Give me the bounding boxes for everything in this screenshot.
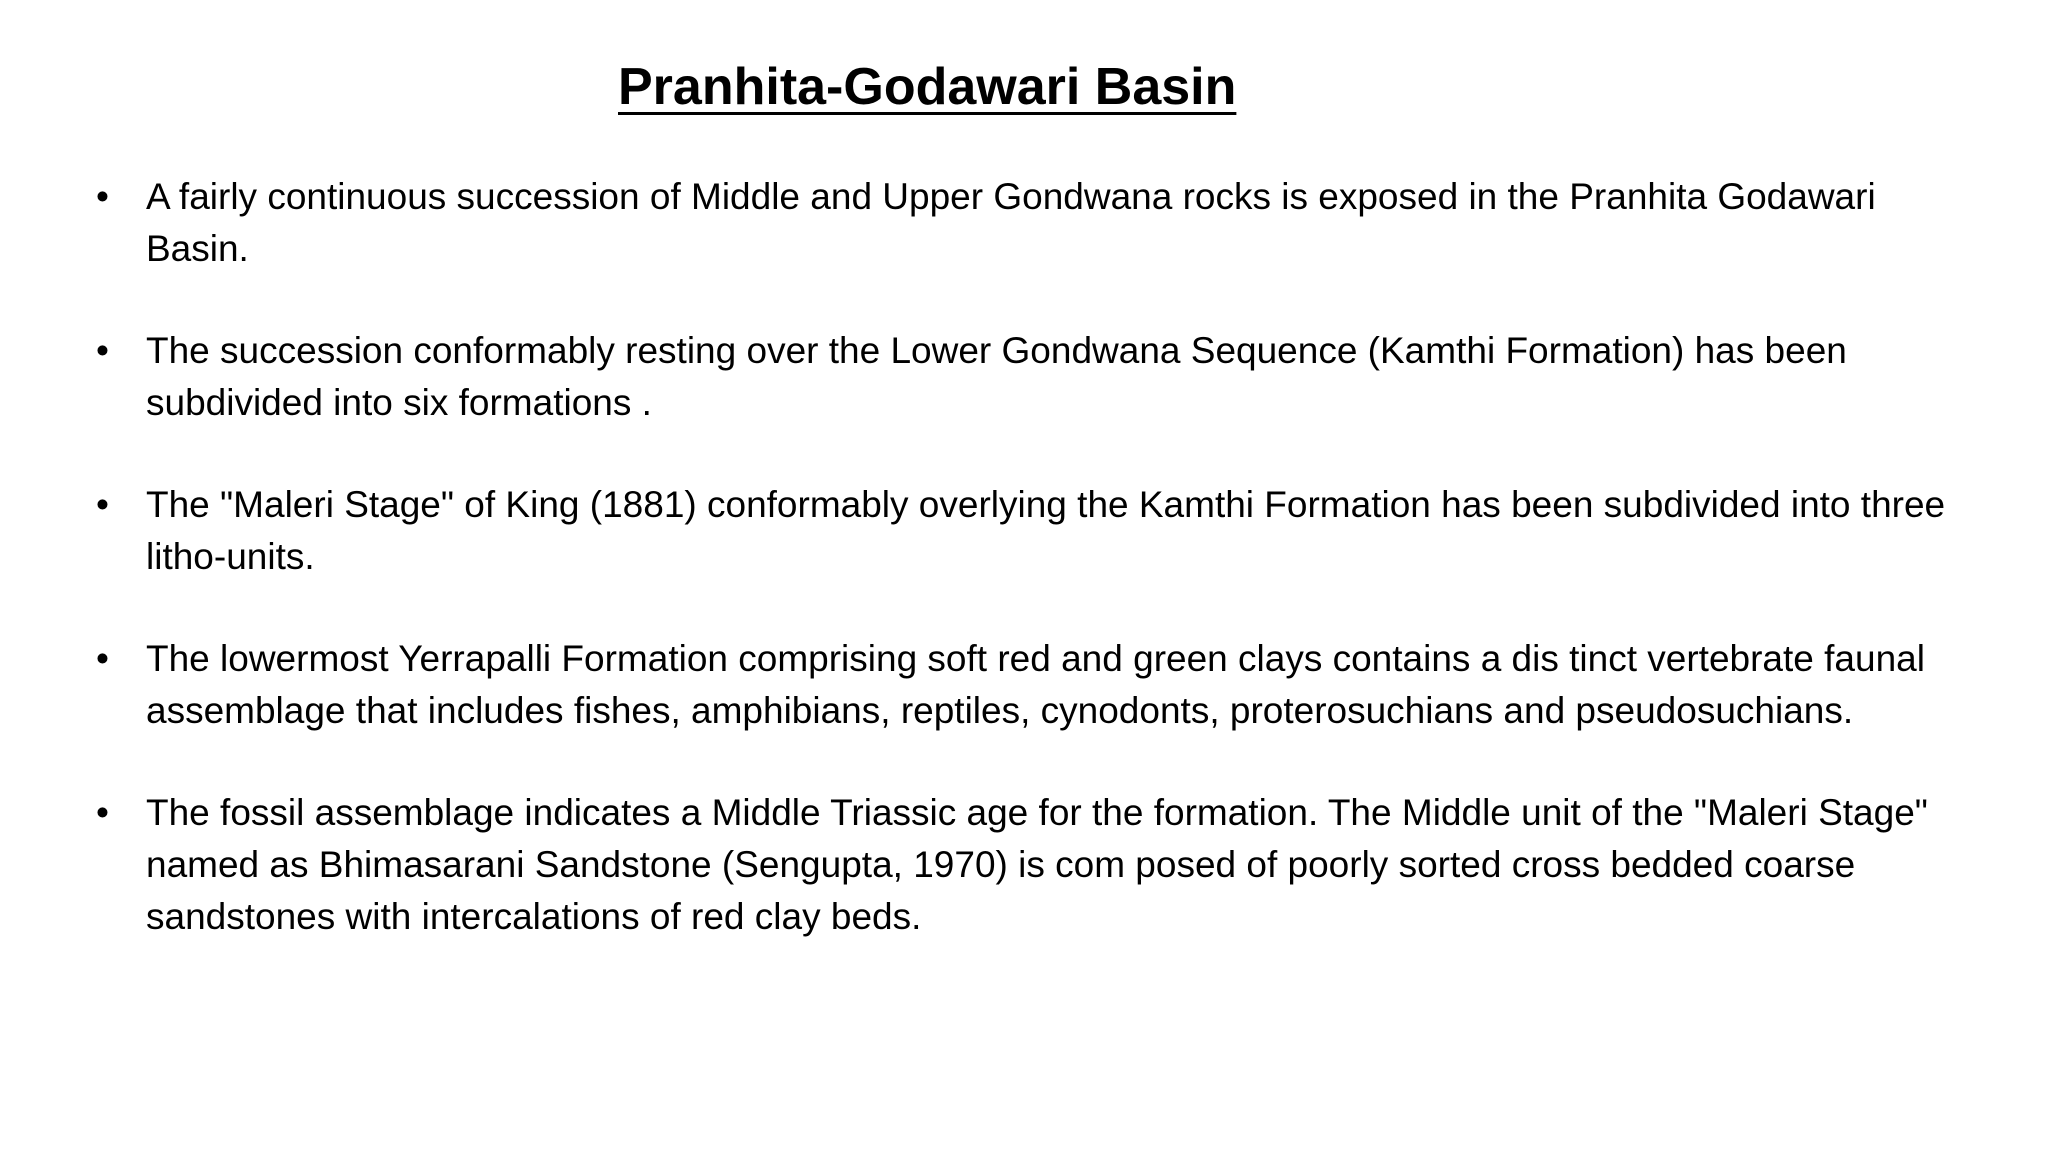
bullet-icon: • (96, 330, 109, 371)
bullet-item-1 (96, 171, 1976, 275)
bullet-item-3 (96, 479, 1976, 583)
bullet-text: The "Maleri Stage" of King (1881) conformably overlying the Kamthi Formation has been subdivided into three litho-units. (146, 484, 1946, 577)
bullet-icon: • (96, 484, 109, 525)
bullet-text: The succession conformably resting over the Lower Gondwana Sequence (Kamthi Formation) has been subdivided into six formations . (146, 330, 1847, 423)
bullet-list (96, 171, 1976, 993)
bullet-icon: • (96, 176, 109, 217)
bullet-item-2 (96, 325, 1976, 429)
bullet-icon: • (96, 792, 109, 833)
bullet-item-4 (96, 633, 1976, 737)
bullet-text: The fossil assemblage indicates a Middle Triassic age for the formation. The Middle unit of the "Maleri Stage" named as Bhimasarani Sandstone (Sengupta, 1970) is com posed of poorly sorted cross bedded coarse sandstones with intercalations of red clay beds. (146, 792, 1928, 937)
bullet-text: A fairly continuous succession of Middle and Upper Gondwana rocks is exposed in the Pranhita Godawari Basin. (146, 176, 1876, 269)
bullet-icon: • (96, 638, 109, 679)
slide-title: Pranhita-Godawari Basin (618, 58, 1237, 116)
bullet-text: The lowermost Yerrapalli Formation comprising soft red and green clays contains a dis tinct vertebrate faunal assemblage that includes fishes, amphibians, reptiles, cynodonts, proterosuchians and pseudosuchians. (146, 638, 1925, 731)
bullet-item-5 (96, 787, 1976, 943)
